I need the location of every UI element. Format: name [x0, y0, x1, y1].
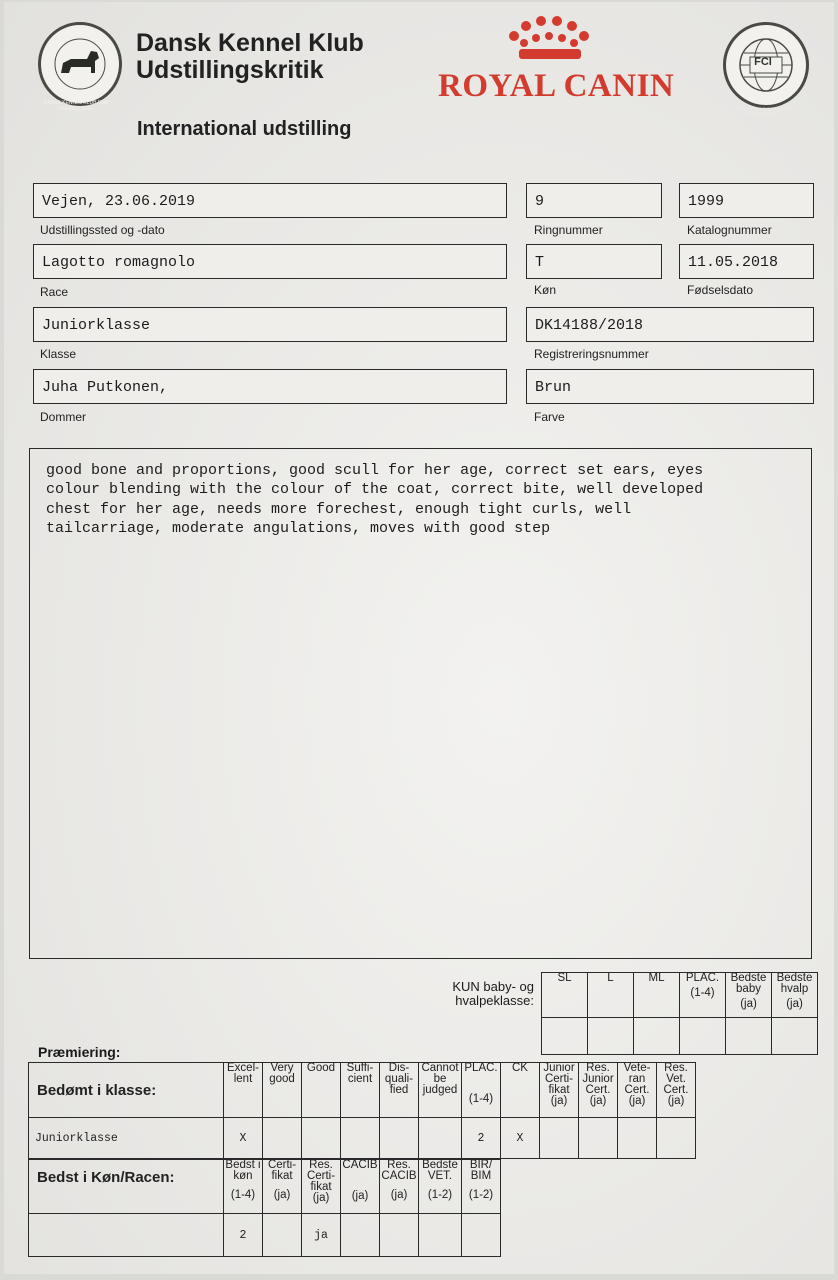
baby-class-table — [541, 972, 818, 1055]
royal-canin-crown-icon — [504, 16, 604, 71]
sex-label: Køn — [534, 283, 557, 297]
doc-title: Udstillingskritik — [136, 56, 324, 84]
baby-header-text: L — [607, 972, 614, 984]
grade-value-cell[interactable] — [618, 1118, 657, 1159]
baby-class-label — [424, 980, 534, 1008]
grade-header-text: Junior Certi- fikat — [543, 1062, 575, 1096]
grade-header-text: PLAC. — [464, 1062, 498, 1074]
grade-header-cell — [501, 1063, 540, 1118]
class-judgement-table — [28, 1062, 696, 1159]
grade-header-text: Res. Vet. Cert. — [663, 1062, 689, 1096]
best-header-sub: (ja) — [273, 1189, 291, 1201]
dkk-logo — [38, 22, 122, 106]
grade-header-cell — [302, 1063, 341, 1118]
catalog-number-field[interactable]: 1999 — [679, 183, 814, 218]
best-header-cell — [419, 1160, 462, 1214]
grade-header-text: Vete- ran Cert. — [623, 1062, 651, 1096]
best-value-cell[interactable] — [380, 1214, 419, 1257]
grade-header-cell — [341, 1063, 380, 1118]
best-header-text: Bedst i køn — [225, 1159, 261, 1182]
grade-value-cell[interactable] — [302, 1118, 341, 1159]
best-header-sub: (1-2) — [427, 1189, 453, 1201]
grade-header-sub: (ja) — [667, 1095, 685, 1107]
best-value-cell[interactable] — [462, 1214, 501, 1257]
baby-header-text: ML — [648, 972, 665, 984]
judge-label: Dommer — [40, 410, 87, 424]
grade-header-cell — [618, 1063, 657, 1118]
baby-class-label-line2: hvalpeklasse: — [455, 993, 534, 1008]
best-header-cell — [263, 1160, 302, 1214]
grade-header-text: CK — [512, 1062, 528, 1074]
baby-header-cell — [542, 973, 588, 1018]
org-name: Dansk Kennel Klub — [136, 29, 364, 57]
venue-date-label: Udstillingssted og -dato — [40, 223, 165, 237]
grade-value-cell[interactable] — [380, 1118, 419, 1159]
best-value-cell[interactable]: ja — [302, 1214, 341, 1257]
grade-header-cell — [657, 1063, 696, 1118]
class-field[interactable]: Juniorklasse — [33, 307, 507, 342]
best-header-text: Certi- fikat — [267, 1159, 297, 1182]
awards-title: Præmiering: — [38, 1044, 121, 1060]
grade-header-cell — [540, 1063, 579, 1118]
class-name-cell[interactable]: Juniorklasse — [29, 1118, 224, 1159]
baby-value-cell[interactable] — [542, 1018, 588, 1055]
catalog-number-label: Katalognummer — [687, 223, 772, 237]
grade-header-sub: (ja) — [550, 1095, 568, 1107]
breed-field[interactable]: Lagotto romagnolo — [33, 244, 507, 279]
baby-value-cell[interactable] — [588, 1018, 634, 1055]
grade-header-text: Suffi- cient — [346, 1062, 374, 1085]
best-header-text: CACIB — [342, 1159, 378, 1171]
critique-form-sheet — [4, 2, 834, 1274]
best-header-cell — [462, 1160, 501, 1214]
grade-value-cell[interactable]: 2 — [462, 1118, 501, 1159]
grade-header-cell — [462, 1063, 501, 1118]
baby-value-cell[interactable] — [772, 1018, 818, 1055]
grade-value-cell[interactable] — [263, 1118, 302, 1159]
class-judgement-header: Bedømt i klasse: — [29, 1063, 224, 1118]
grade-value-cell[interactable] — [419, 1118, 462, 1159]
best-header-cell — [224, 1160, 263, 1214]
grade-value-cell[interactable]: X — [224, 1118, 263, 1159]
best-header-sub: (ja) — [312, 1192, 330, 1204]
grade-header-sub: (ja) — [628, 1095, 646, 1107]
grade-header-text: Dis- quali- fied — [384, 1062, 414, 1096]
baby-header-cell — [588, 973, 634, 1018]
grade-value-cell[interactable] — [579, 1118, 618, 1159]
best-value-cell[interactable] — [341, 1214, 380, 1257]
fci-logo-text: FCI — [754, 56, 772, 68]
best-header-text: Res. CACIB — [381, 1159, 417, 1182]
dkk-logo-text: DANSK KENNEL KLUB FOR HUNDEEJERE — [43, 100, 109, 112]
best-header-text: Bedste VET. — [422, 1159, 458, 1182]
baby-header-cell — [772, 973, 818, 1018]
best-header-cell — [380, 1160, 419, 1214]
grade-header-sub: (1-4) — [468, 1093, 494, 1105]
grade-value-cell[interactable]: X — [501, 1118, 540, 1159]
breed-label: Race — [40, 285, 69, 299]
baby-header-text: SL — [557, 972, 572, 984]
grade-value-cell[interactable] — [540, 1118, 579, 1159]
dkk-dog-icon — [41, 25, 119, 103]
color-label: Farve — [534, 410, 565, 424]
grade-header-cell — [380, 1063, 419, 1118]
registration-number-field[interactable]: DK14188/2018 — [526, 307, 814, 342]
best-header-sub: (1-4) — [230, 1189, 256, 1201]
grade-header-text: Cannot be judged — [421, 1062, 459, 1096]
baby-header-cell — [680, 973, 726, 1018]
grade-header-cell — [579, 1063, 618, 1118]
ring-number-label: Ringnummer — [534, 223, 603, 237]
best-header-cell — [341, 1160, 380, 1214]
color-field[interactable]: Brun — [526, 369, 814, 404]
grade-value-cell[interactable] — [657, 1118, 696, 1159]
best-value-cell[interactable]: 2 — [224, 1214, 263, 1257]
best-header-sub: (ja) — [351, 1190, 369, 1202]
grade-header-text: Res. Junior Cert. — [582, 1062, 614, 1096]
best-header-cell — [302, 1160, 341, 1214]
baby-header-sub: (1-4) — [690, 987, 715, 999]
best-header-sub: (ja) — [390, 1189, 408, 1201]
best-value-cell[interactable] — [263, 1214, 302, 1257]
royal-canin-logo: ROYAL CANIN — [438, 68, 675, 104]
birth-date-label: Fødselsdato — [687, 283, 754, 297]
grade-value-cell[interactable] — [341, 1118, 380, 1159]
grade-header-cell — [419, 1063, 462, 1118]
baby-value-cell[interactable] — [634, 1018, 680, 1055]
grade-header-cell — [263, 1063, 302, 1118]
ring-number-field[interactable]: 9 — [526, 183, 662, 218]
best-header-text: Res. Certi- fikat — [306, 1159, 336, 1193]
baby-header-sub: (ja) — [740, 998, 757, 1010]
best-of-breed-table — [28, 1159, 501, 1257]
baby-class-label-line1: KUN baby- og — [452, 979, 534, 994]
baby-value-cell[interactable] — [680, 1018, 726, 1055]
grade-header-text: Good — [306, 1062, 336, 1074]
baby-header-text: PLAC. — [685, 972, 720, 984]
baby-header-sub: (ja) — [786, 998, 803, 1010]
baby-value-cell[interactable] — [726, 1018, 772, 1055]
birth-date-field[interactable]: 11.05.2018 — [679, 244, 814, 279]
registration-number-label: Registreringsnummer — [534, 347, 649, 361]
grade-header-sub: (ja) — [589, 1095, 607, 1107]
show-type: International udstilling — [137, 118, 352, 140]
best-of-breed-header: Bedst i Køn/Racen: — [29, 1160, 224, 1214]
best-empty-cell — [29, 1214, 224, 1257]
baby-header-cell — [634, 973, 680, 1018]
fci-ring-text: FEDERATION CYNOLOGIQUE INTERNATIONALE — [735, 106, 793, 116]
critique-text-area[interactable]: good bone and proportions, good scull for her age, correct set ears, eyes colour blending with the colour of the coat, correct bite, well developed chest for her age, needs more forechest, enough tight curls, well tailcarriage, moderate angulations, moves with good step — [29, 448, 812, 959]
judge-field[interactable]: Juha Putkonen, — [33, 369, 507, 404]
baby-header-text: Bedste baby — [730, 972, 767, 995]
grade-header-text: Excel- lent — [227, 1062, 259, 1085]
baby-header-cell — [726, 973, 772, 1018]
best-value-cell[interactable] — [419, 1214, 462, 1257]
sex-field[interactable]: T — [526, 244, 662, 279]
class-label: Klasse — [40, 347, 77, 361]
best-header-sub: (1-2) — [468, 1189, 494, 1201]
venue-date-field[interactable]: Vejen, 23.06.2019 — [33, 183, 507, 218]
baby-header-text: Bedste hvalp — [776, 972, 813, 995]
grade-header-text: Very good — [269, 1062, 295, 1085]
grade-header-cell — [224, 1063, 263, 1118]
best-header-text: BIR/ BIM — [469, 1159, 493, 1182]
